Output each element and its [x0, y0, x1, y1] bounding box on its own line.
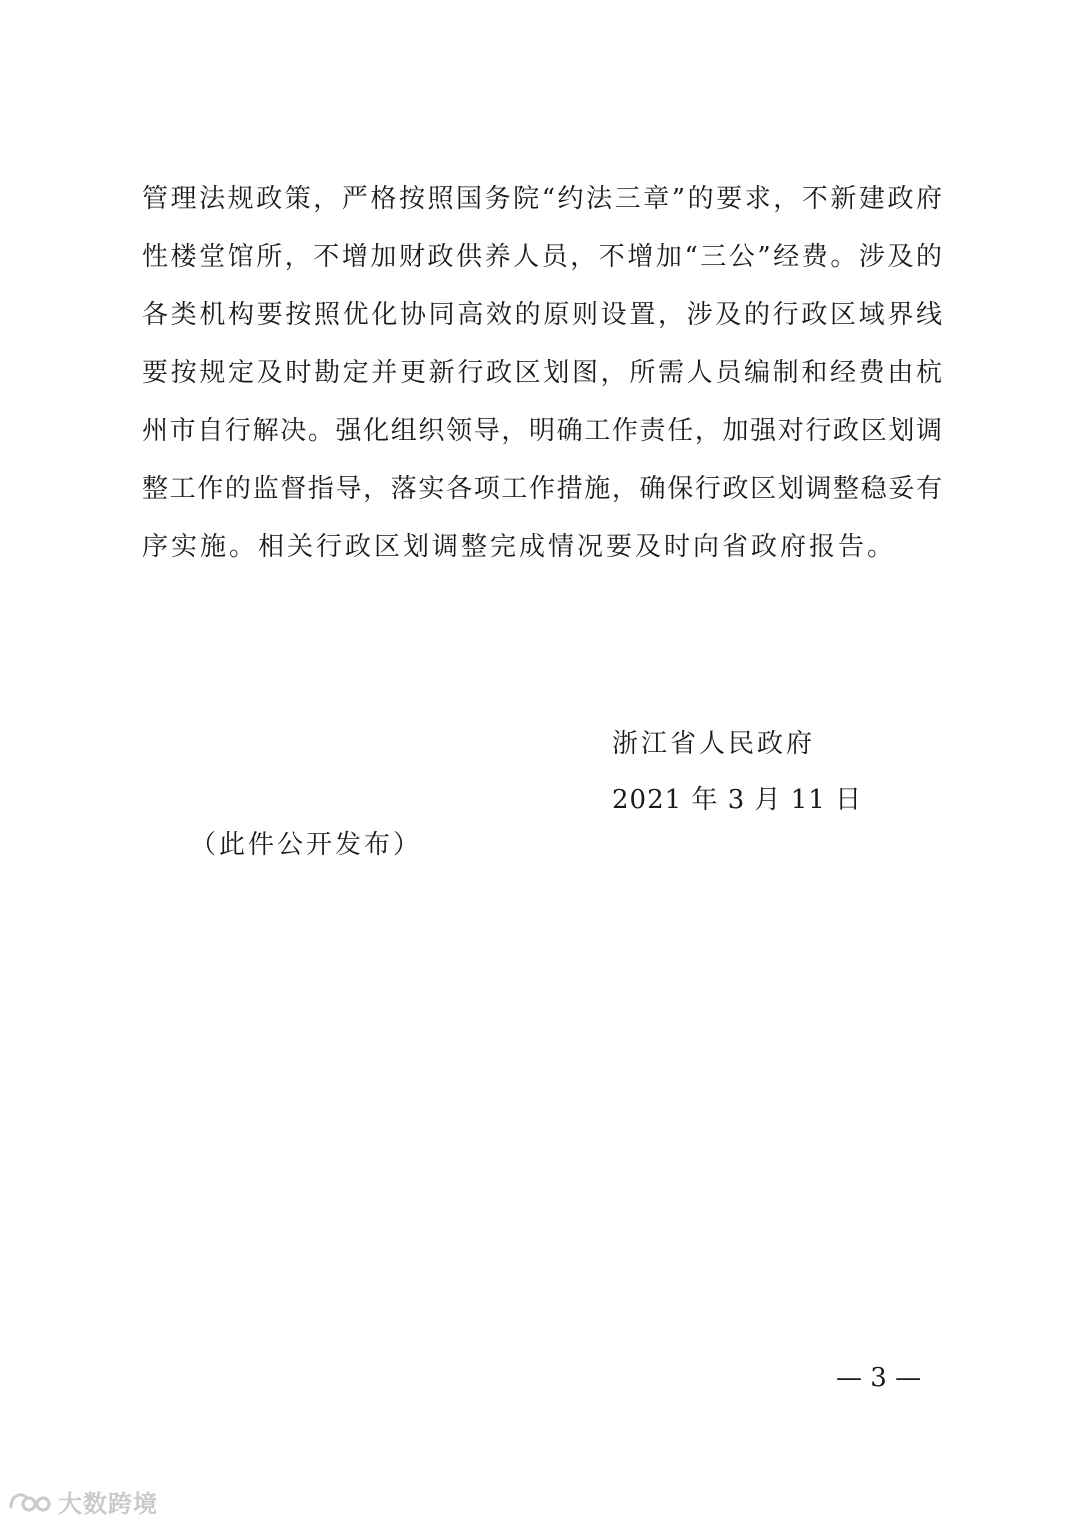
watermark	[8, 1484, 158, 1518]
document-body	[142, 170, 942, 576]
watermark-text: 大数跨境	[58, 1489, 158, 1518]
body-line-6: 整工作的监督指导，落实各项工作措施，确保行政区划调整稳妥有	[142, 474, 942, 504]
body-line-7: 序实施。相关行政区划调整完成情况要及时向省政府报告。	[142, 532, 897, 562]
brand-logo-icon	[8, 1488, 54, 1514]
body-line-3: 各类机构要按照优化协同高效的原则设置，涉及的行政区域界线	[142, 300, 942, 330]
signature-organization: 浙江省人民政府	[612, 729, 816, 759]
signature-block	[612, 716, 862, 828]
body-line-4: 要按规定及时勘定并更新行政区划图，所需人员编制和经费由杭	[142, 358, 942, 388]
body-line-5: 州市自行解决。强化组织领导，明确工作责任，加强对行政区划调	[142, 416, 942, 446]
body-line-1: 管理法规政策，严格按照国务院“约法三章”的要求，不新建政府	[142, 184, 942, 214]
body-line-2: 性楼堂馆所，不增加财政供养人员，不增加“三公”经费。涉及的	[142, 242, 942, 272]
page-number: — 3 —	[836, 1363, 922, 1393]
public-release-note: （此件公开发布）	[190, 830, 423, 860]
signature-date: 2021 年 3 月 11 日	[612, 785, 863, 815]
